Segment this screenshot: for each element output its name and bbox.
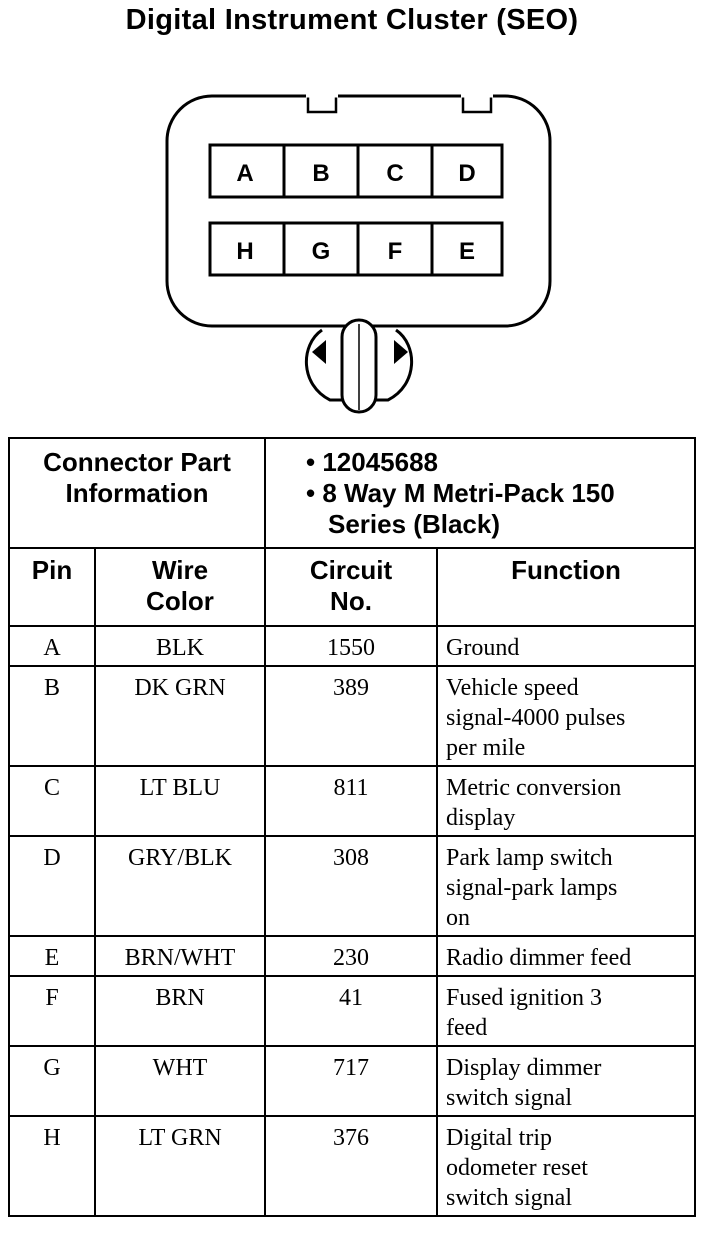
column-header-row [9, 548, 695, 626]
circuit-cell: 717 [265, 1046, 437, 1116]
function-line: per mile [446, 735, 526, 761]
pin-label: D [458, 160, 476, 187]
function-line: signal-park lamps [446, 875, 618, 901]
pin-label: G [311, 238, 331, 265]
connector-info-label: Connector Part Information [9, 438, 265, 548]
page-title: Digital Instrument Cluster (SEO) [125, 4, 579, 36]
function-cell [437, 1046, 695, 1116]
circuit-cell: 389 [265, 666, 437, 766]
function-cell [437, 626, 695, 666]
pin-label: F [387, 238, 403, 265]
pinout-table [8, 437, 696, 1217]
pin-label: C [386, 160, 404, 187]
table-row [9, 836, 695, 936]
wire-color-cell: BLK [95, 626, 265, 666]
pin-cell: A [9, 626, 95, 666]
function-cell [437, 766, 695, 836]
table-row [9, 766, 695, 836]
part-number: • 12045688 [306, 447, 439, 477]
locking-latch [306, 320, 411, 412]
circuit-cell: 230 [265, 936, 437, 976]
function-line: Fused ignition 3 [446, 985, 603, 1011]
function-cell [437, 976, 695, 1046]
pin-cell: F [9, 976, 95, 1046]
function-line: Display dimmer [446, 1055, 602, 1081]
pin-row-top [210, 145, 502, 197]
connector-info-row [9, 438, 695, 548]
function-line: Metric conversion [446, 775, 622, 801]
col-header-wire-color: Wire Color [95, 548, 265, 626]
pin-label: H [236, 238, 254, 265]
pin-row-bottom [210, 223, 502, 275]
connector-tab-right [463, 96, 491, 112]
function-line: feed [446, 1015, 488, 1041]
function-line: Radio dimmer feed [446, 945, 632, 971]
pin-cell: C [9, 766, 95, 836]
function-line: odometer reset [446, 1155, 588, 1181]
circuit-cell: 811 [265, 766, 437, 836]
function-cell [437, 666, 695, 766]
wire-color-cell: LT BLU [95, 766, 265, 836]
table-row [9, 936, 695, 976]
function-line: Digital trip [446, 1125, 552, 1151]
wire-color-cell: BRN [95, 976, 265, 1046]
connector-diagram [0, 80, 704, 420]
pin-label: E [458, 238, 476, 265]
circuit-cell: 376 [265, 1116, 437, 1216]
connector-body [167, 96, 550, 326]
wire-color-cell: WHT [95, 1046, 265, 1116]
table-row [9, 1116, 695, 1216]
pin-label: A [236, 160, 254, 187]
function-line: switch signal [446, 1185, 572, 1211]
circuit-cell: 41 [265, 976, 437, 1046]
function-cell [437, 1116, 695, 1216]
function-line: Vehicle speed [446, 675, 579, 701]
connector-description-cont: Series (Black) [328, 509, 500, 539]
function-cell [437, 936, 695, 976]
function-line: display [446, 805, 516, 831]
function-line: switch signal [446, 1085, 572, 1111]
wire-color-cell: GRY/BLK [95, 836, 265, 936]
circuit-cell: 1550 [265, 626, 437, 666]
pin-cell: E [9, 936, 95, 976]
function-line: Ground [446, 635, 520, 661]
col-header-pin: Pin [9, 548, 95, 626]
connector-info-details [265, 438, 695, 548]
connector-tab-left [308, 96, 336, 112]
table-row [9, 976, 695, 1046]
table-row [9, 1046, 695, 1116]
table-row [9, 666, 695, 766]
pin-cell: D [9, 836, 95, 936]
pin-cell: B [9, 666, 95, 766]
table-row [9, 626, 695, 666]
function-line: Park lamp switch [446, 845, 613, 871]
wire-color-cell: LT GRN [95, 1116, 265, 1216]
col-header-function: Function [437, 548, 695, 626]
col-header-circuit-no: Circuit No. [265, 548, 437, 626]
function-line: signal-4000 pulses [446, 705, 626, 731]
connector-description: • 8 Way M Metri-Pack 150 [306, 478, 615, 508]
function-line: on [446, 905, 470, 931]
pin-cell: G [9, 1046, 95, 1116]
pin-cell: H [9, 1116, 95, 1216]
wire-color-cell: BRN/WHT [95, 936, 265, 976]
wire-color-cell: DK GRN [95, 666, 265, 766]
pin-label: B [312, 160, 330, 187]
circuit-cell: 308 [265, 836, 437, 936]
function-cell [437, 836, 695, 936]
